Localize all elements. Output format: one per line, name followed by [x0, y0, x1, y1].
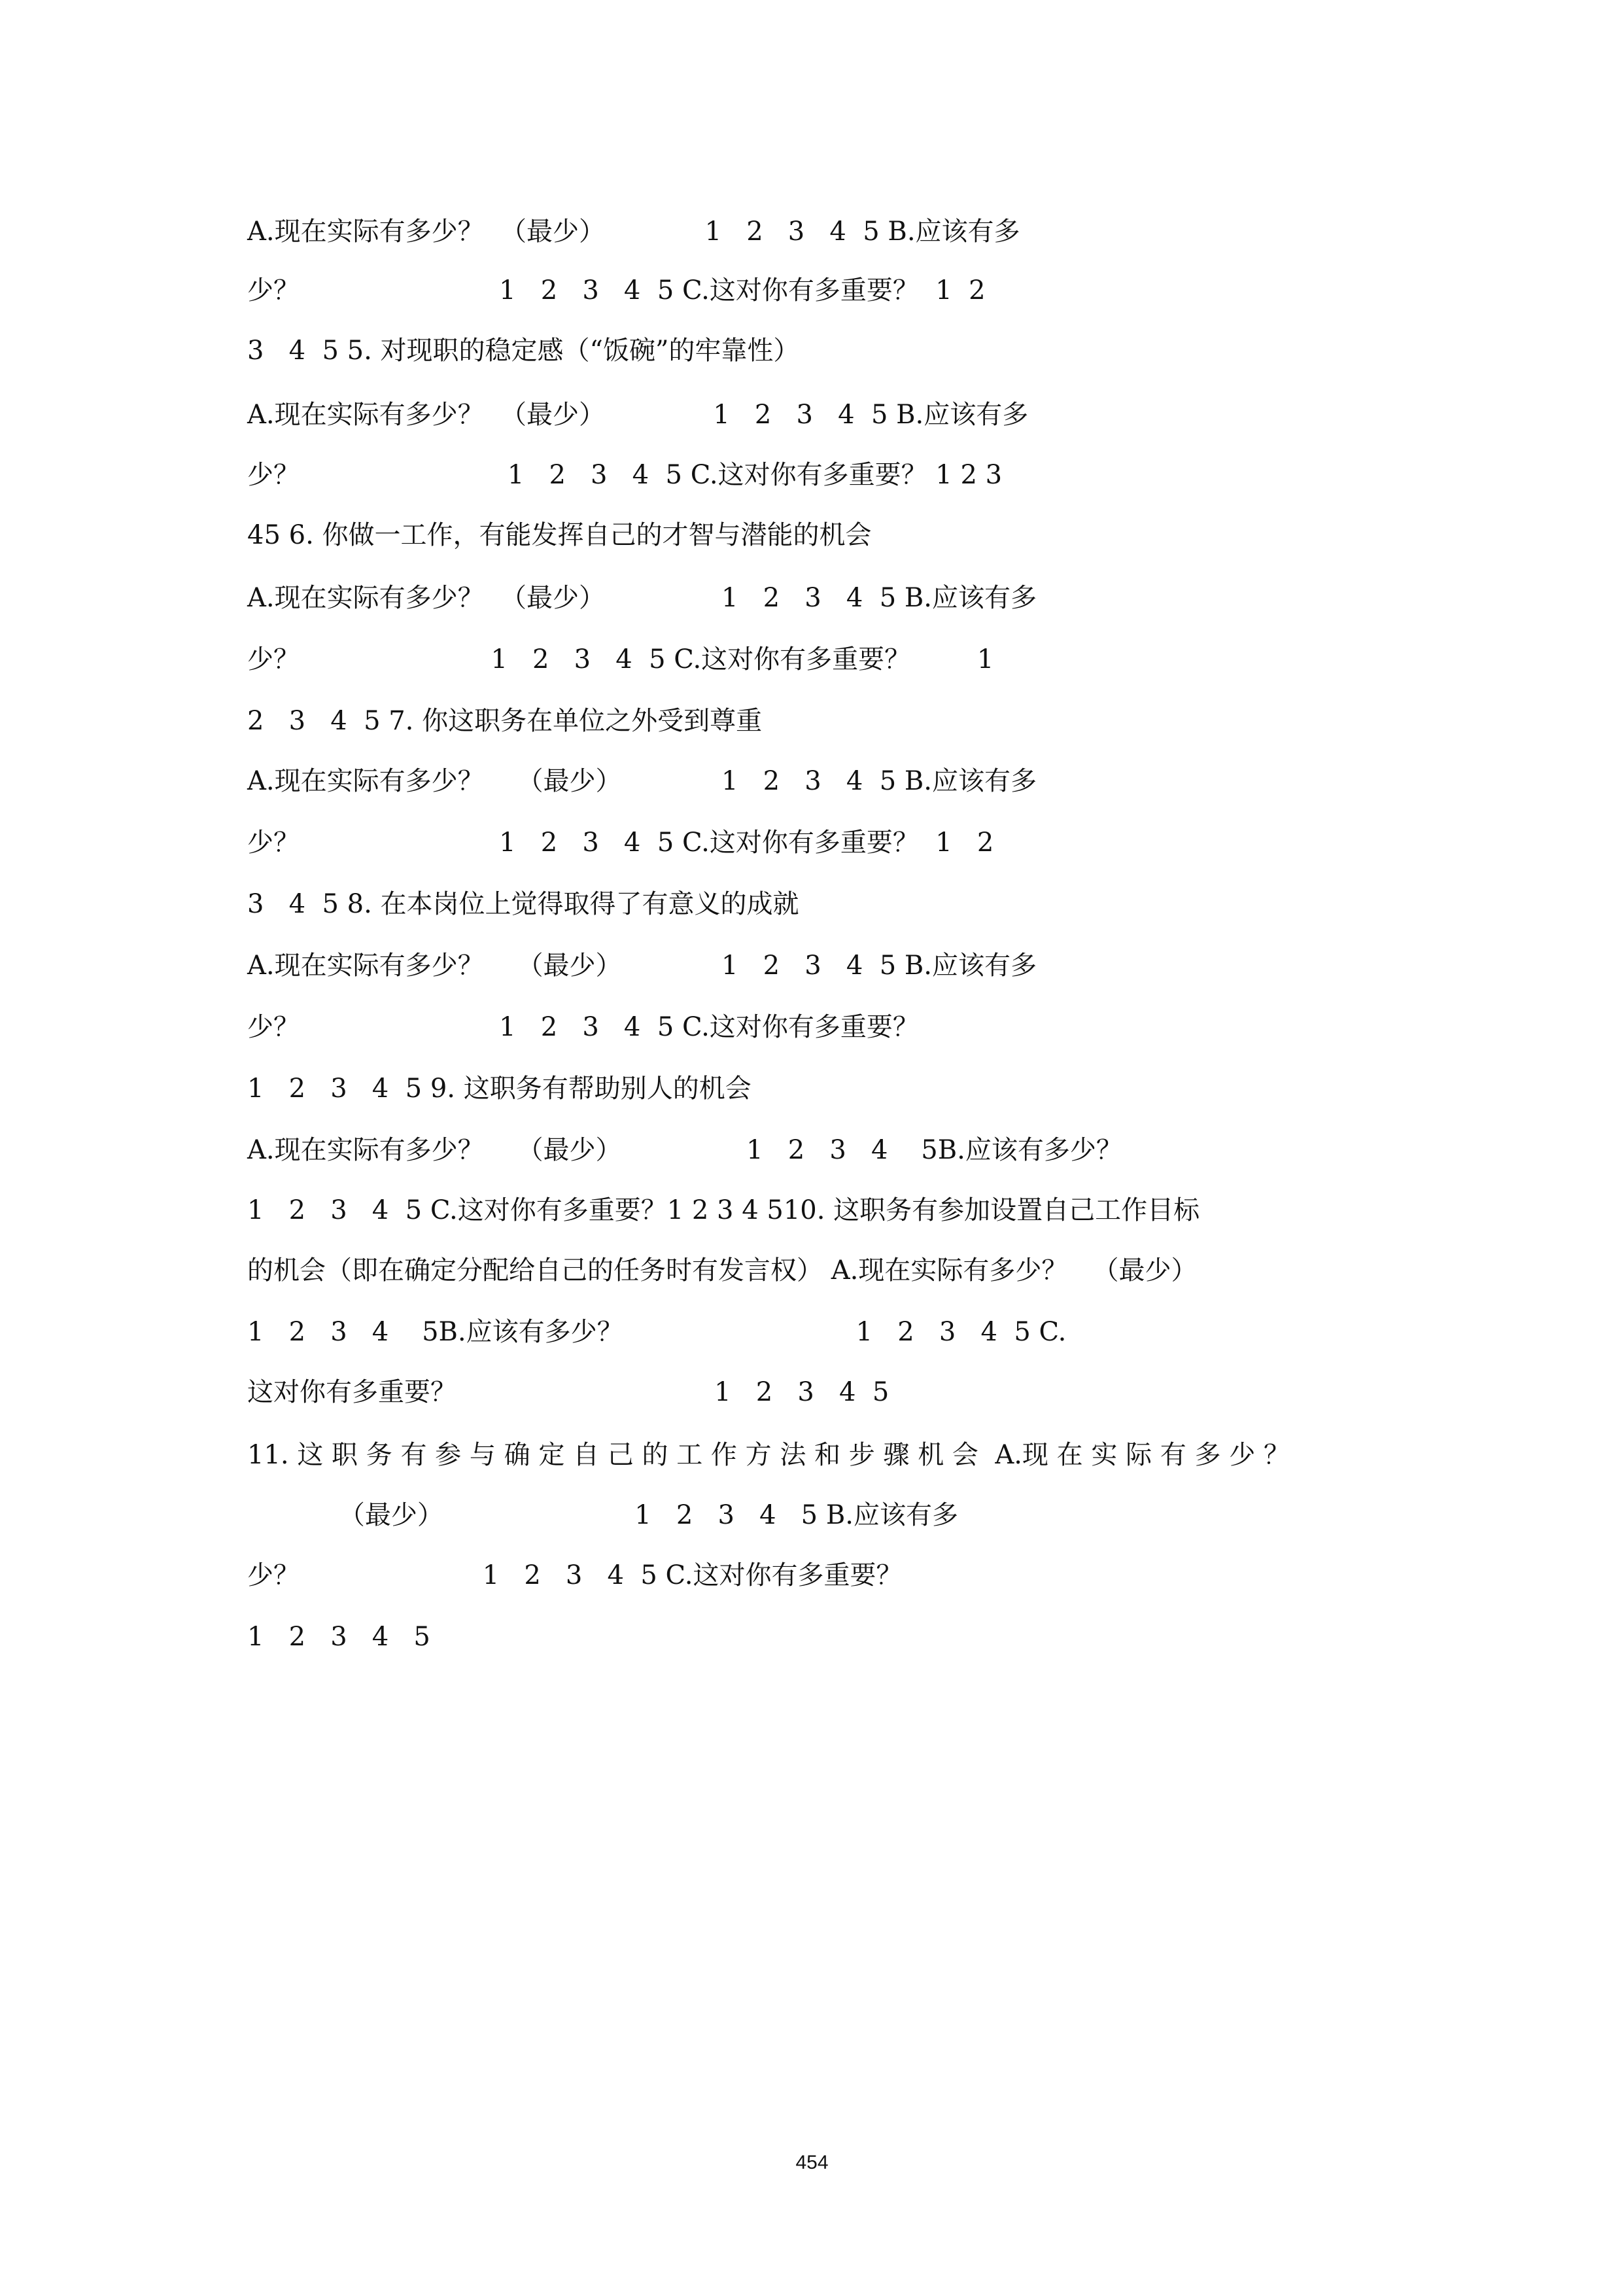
text-line: A.现在实际有多少？ （最少） 1 2 3 4 5B.应该有多少？	[247, 1135, 1122, 1165]
text-line: 少？ 1 2 3 4 5 C.这对你有多重要？ 1 2 3	[247, 460, 1003, 490]
text-line: A.现在实际有多少？ （最少） 1 2 3 4 5 B.应该有多	[247, 583, 1037, 613]
text-line: 11. 这 职 务 有 参 与 确 定 自 己 的 工 作 方 法 和 步 骤 机 会 A.现 在 实 际 有 多 少 ？	[247, 1440, 1290, 1470]
text-line: 少？ 1 2 3 4 5 C.这对你有多重要？	[247, 1560, 903, 1590]
text-line: 2 3 4 5 7. 你这职务在单位之外受到尊重	[247, 706, 763, 736]
text-line: 少？ 1 2 3 4 5 C.这对你有多重要？ 1	[247, 644, 994, 674]
page-number: 454	[795, 2152, 829, 2173]
text-line: A.现在实际有多少？ （最少） 1 2 3 4 5 B.应该有多	[247, 766, 1037, 796]
text-line: A.现在实际有多少？ （最少） 1 2 3 4 5 B.应该有多	[247, 400, 1029, 430]
text-line: 3 4 5 5. 对现职的稳定感（“饭碗”的牢靠性）	[247, 336, 800, 366]
text-line: 少？ 1 2 3 4 5 C.这对你有多重要？ 1 2	[247, 275, 986, 306]
text-line: 的机会（即在确定分配给自己的任务时有发言权） A.现在实际有多少？ （最少）	[247, 1255, 1198, 1286]
text-line: A.现在实际有多少？ （最少） 1 2 3 4 5 B.应该有多	[247, 951, 1037, 981]
text-line: 1 2 3 4 5	[247, 1622, 430, 1652]
text-line: A.现在实际有多少？ （最少） 1 2 3 4 5 B.应该有多	[247, 217, 1020, 247]
text-line: 少？ 1 2 3 4 5 C.这对你有多重要？	[247, 1012, 919, 1042]
text-line: 这对你有多重要？ 1 2 3 4 5	[247, 1377, 890, 1407]
text-line: 1 2 3 4 5 C.这对你有多重要？1 2 3 4 510. 这职务有参加设置自己工作目标	[247, 1195, 1200, 1225]
text-line: 1 2 3 4 5B.应该有多少？ 1 2 3 4 5 C.	[247, 1317, 1067, 1347]
text-line: 1 2 3 4 5 9. 这职务有帮助别人的机会	[247, 1074, 752, 1104]
text-line: 45 6. 你做一工作，有能发挥自己的才智与潜能的机会	[247, 520, 872, 550]
text-line: （最少） 1 2 3 4 5 B.应该有多	[247, 1500, 958, 1530]
text-line: 少？ 1 2 3 4 5 C.这对你有多重要？ 1 2	[247, 828, 994, 858]
text-line: 3 4 5 8. 在本岗位上觉得取得了有意义的成就	[247, 889, 799, 919]
